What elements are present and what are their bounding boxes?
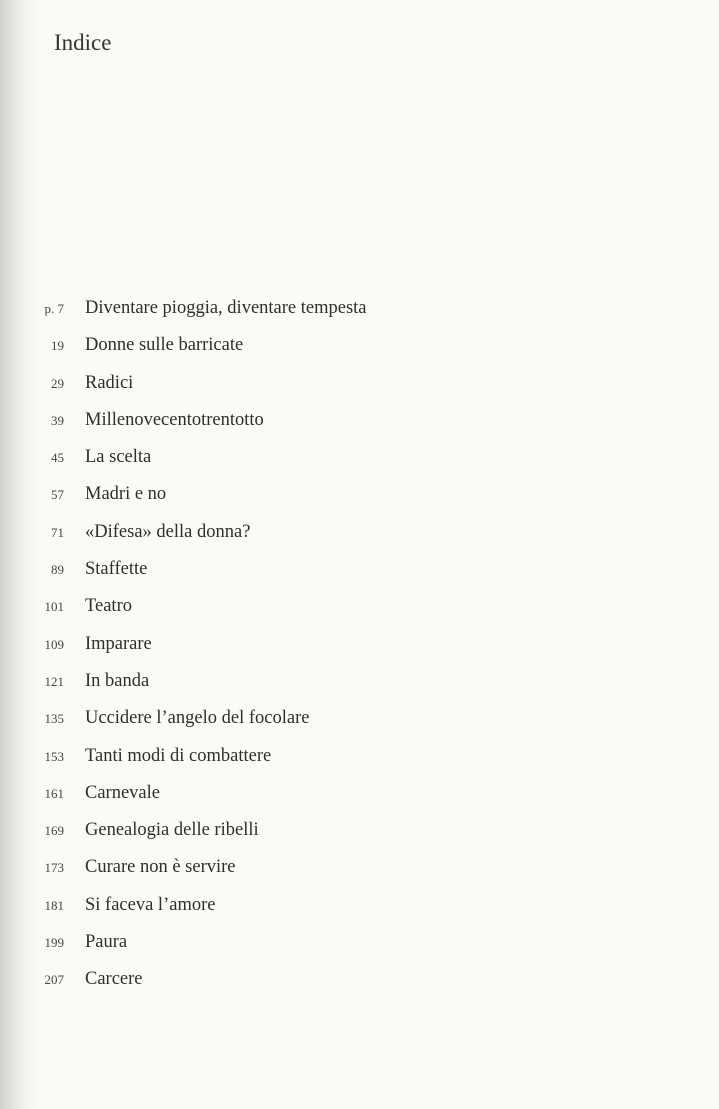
toc-chapter-title: Staffette [85,559,148,580]
table-of-contents [0,298,719,1007]
toc-entry [0,596,719,633]
toc-chapter-title: In banda [85,670,150,691]
toc-entry [0,820,719,857]
toc-chapter-title: Si faceva l’amore [85,894,216,915]
toc-page-number: 153 [44,748,64,764]
toc-chapter-title: Radici [85,372,134,393]
toc-page-number: 71 [51,524,64,540]
toc-entry [0,447,719,484]
toc-chapter-title: Carcere [85,969,143,990]
toc-chapter-title: Donne sulle barricate [85,335,244,356]
toc-entry [0,522,719,559]
toc-page-number: 89 [51,562,64,578]
toc-page-number: 169 [44,823,64,839]
toc-chapter-title: Diventare pioggia, diventare tempesta [85,298,367,318]
toc-chapter-title: Teatro [85,596,132,617]
toc-chapter-title: Imparare [85,633,152,654]
toc-entry [0,932,719,969]
toc-chapter-title: Carnevale [85,782,160,803]
toc-entry [0,746,719,783]
toc-page-number: 173 [44,860,64,876]
toc-page-number: 161 [44,785,64,801]
toc-chapter-title: La scelta [85,447,152,468]
toc-page-number: 29 [51,375,64,391]
toc-entry [0,708,719,745]
toc-chapter-title: Paura [85,932,128,953]
toc-page-number: 135 [44,711,64,727]
toc-entry [0,335,719,372]
toc-entry [0,484,719,521]
toc-page-number: 207 [44,972,64,988]
toc-page-number: 181 [44,897,64,913]
toc-entry [0,895,719,932]
toc-chapter-title: Madri e no [85,484,167,505]
toc-entry [0,410,719,447]
toc-page-number: 19 [51,338,64,354]
toc-page-number: p. 7 [44,301,64,316]
toc-page-number: 121 [44,673,64,689]
toc-page-number: 199 [44,935,64,951]
toc-entry [0,783,719,820]
toc-page-number: 101 [44,599,64,615]
toc-page-number: 39 [51,412,64,428]
toc-chapter-title: Curare non è servire [85,857,236,878]
toc-page-number: 109 [44,636,64,652]
toc-chapter-title: Millenovecentotrentotto [85,409,264,430]
toc-chapter-title: Genealogia delle ribelli [85,820,259,841]
toc-page-number: 45 [51,450,64,466]
toc-page-number: 57 [51,487,64,503]
page-title: Indice [54,30,112,55]
toc-entry [0,634,719,671]
toc-entry [0,857,719,894]
toc-chapter-title: Uccidere l’angelo del focolare [85,708,310,729]
toc-chapter-title: «Difesa» della donna? [85,521,251,542]
toc-entry [0,671,719,708]
toc-entry [0,969,719,1006]
toc-entry [0,298,719,335]
toc-chapter-title: Tanti modi di combattere [85,745,272,766]
toc-entry [0,559,719,596]
toc-entry [0,373,719,410]
